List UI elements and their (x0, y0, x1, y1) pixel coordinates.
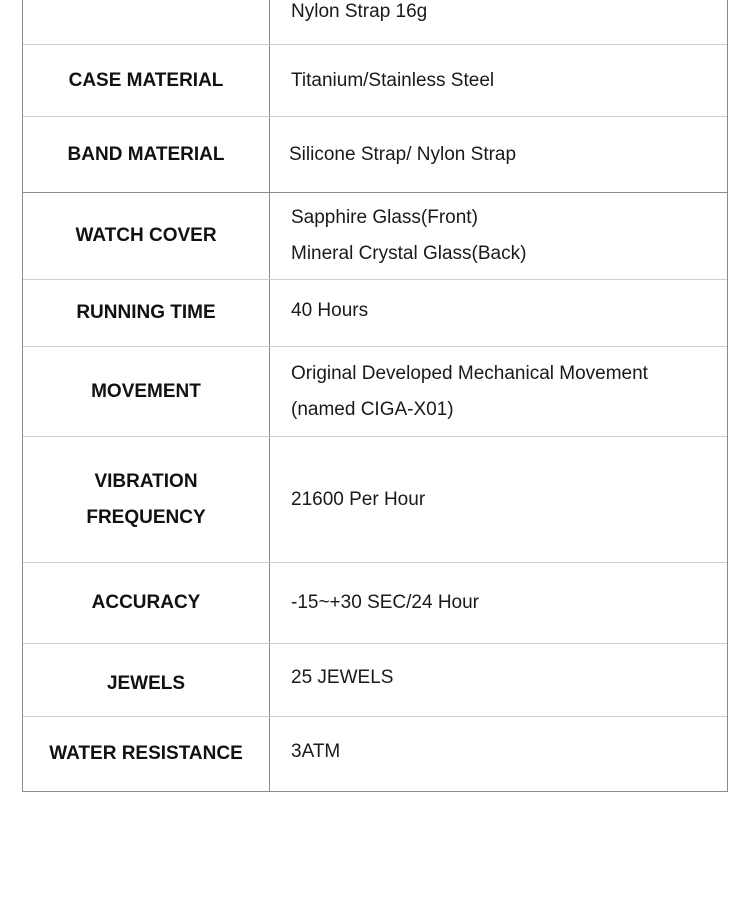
spec-row-water-resistance (23, 716, 727, 791)
spec-label (23, 193, 270, 279)
spec-value (270, 45, 727, 116)
spec-row-band-weight (23, 0, 727, 44)
spec-value-line: 3ATM (291, 741, 341, 762)
spec-value (270, 563, 727, 643)
spec-value-line: 40 Hours (291, 300, 369, 321)
spec-value (270, 717, 727, 791)
spec-label-line: MOVEMENT (91, 380, 201, 402)
spec-value-line: 25 JEWELS (291, 667, 394, 688)
spec-value-line: 21600 Per Hour (291, 488, 426, 510)
spec-label-line: FREQUENCY (86, 506, 206, 528)
spec-label (23, 347, 270, 436)
spec-value-line: Nylon Strap 16g (291, 1, 428, 22)
spec-label-line: CASE MATERIAL (68, 69, 224, 91)
spec-label-line: VIBRATION (94, 470, 198, 492)
spec-label (23, 280, 270, 346)
spec-label-line: ACCURACY (91, 592, 201, 613)
spec-row-movement (23, 346, 727, 436)
spec-row-case-material (23, 44, 727, 116)
spec-row-running-time (23, 279, 727, 346)
spec-value (270, 280, 727, 346)
spec-value-line: Silicone Strap/ Nylon Strap (289, 143, 517, 165)
spec-label-line: BAND MATERIAL (67, 143, 225, 165)
spec-value-line: Sapphire Glass(Front) (291, 207, 478, 228)
spec-label (23, 644, 270, 716)
spec-label-line: WATCH COVER (75, 225, 217, 246)
spec-label-line: RUNNING TIME (76, 302, 216, 323)
spec-label (23, 563, 270, 643)
spec-value-line: (named CIGA-X01) (291, 398, 454, 420)
spec-table (22, 0, 728, 792)
spec-label-line: WATER RESISTANCE (49, 743, 243, 764)
spec-label (23, 437, 270, 562)
spec-row-watch-cover (23, 192, 727, 279)
spec-value-line: Original Developed Mechanical Movement (291, 362, 648, 384)
spec-value (270, 117, 727, 192)
spec-label (23, 117, 270, 192)
spec-value (270, 0, 727, 44)
spec-value (270, 347, 727, 436)
spec-row-accuracy (23, 562, 727, 643)
spec-value-line: Mineral Crystal Glass(Back) (291, 243, 527, 264)
spec-value-line: Titanium/Stainless Steel (291, 69, 495, 91)
spec-label-line: JEWELS (106, 673, 186, 694)
spec-label (23, 45, 270, 116)
spec-row-band-material (23, 116, 727, 192)
spec-label (23, 0, 270, 44)
spec-row-vibration-frequency (23, 436, 727, 562)
spec-value (270, 437, 727, 562)
spec-value (270, 644, 727, 716)
spec-label (23, 717, 270, 791)
spec-value-line: -15~+30 SEC/24 Hour (291, 592, 480, 613)
spec-row-jewels (23, 643, 727, 716)
spec-value (270, 193, 727, 279)
